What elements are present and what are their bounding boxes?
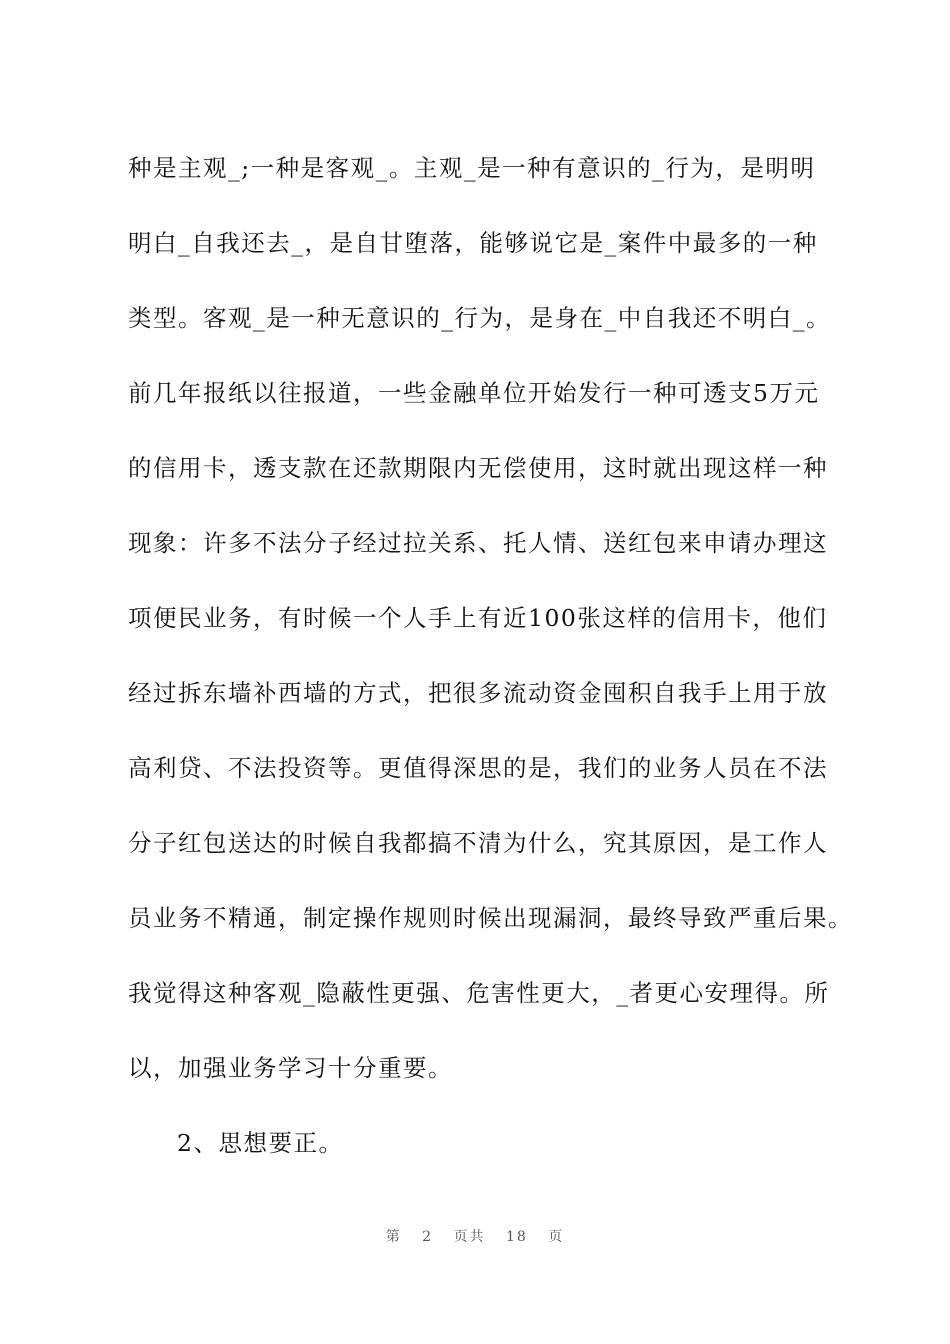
footer-total-pages: 18 [506, 1229, 528, 1245]
body-text [128, 148, 853, 1198]
text-line: 员业务不精通，制定操作规则时候出现漏洞，最终导致严重后果。 [128, 904, 853, 932]
footer-suffix: 页 [548, 1229, 565, 1245]
text-line: 明白_自我还去_，是自甘堕落，能够说它是_案件中最多的一种 [128, 229, 818, 257]
section-heading: 2、思想要正。 [177, 1129, 344, 1157]
text-line: 分子红包送达的时候自我都搞不清为什么，究其原因，是工作人 [128, 829, 828, 857]
footer-current-page: 2 [422, 1229, 434, 1245]
page-footer [0, 1226, 950, 1246]
footer-prefix: 第 [385, 1229, 402, 1245]
text-line: 前几年报纸以往报道，一些金融单位开始发行一种可透支5万元 [128, 379, 820, 407]
text-line: 现象：许多不法分子经过拉关系、托人情、送红包来申请办理这 [128, 529, 828, 557]
footer-middle: 页共 [453, 1229, 486, 1245]
text-line: 以，加强业务学习十分重要。 [128, 1054, 453, 1082]
text-line: 我觉得这种客观_隐蔽性更强、危害性更大，_者更心安理得。所 [128, 979, 830, 1007]
text-line: 项便民业务，有时候一个人手上有近100张这样的信用卡，他们 [128, 604, 828, 632]
text-line: 种是主观_;一种是客观_。主观_是一种有意识的_行为，是明明 [128, 154, 816, 182]
text-line: 高利贷、不法投资等。更值得深思的是，我们的业务人员在不法 [128, 754, 828, 782]
text-line: 经过拆东墙补西墙的方式，把很多流动资金囤积自我手上用于放 [128, 679, 828, 707]
text-line: 的信用卡，透支款在还款期限内无偿使用，这时就出现这样一种 [128, 454, 828, 482]
text-line: 类型。客观_是一种无意识的_行为，是身在_中自我还不明白_。 [128, 304, 831, 332]
